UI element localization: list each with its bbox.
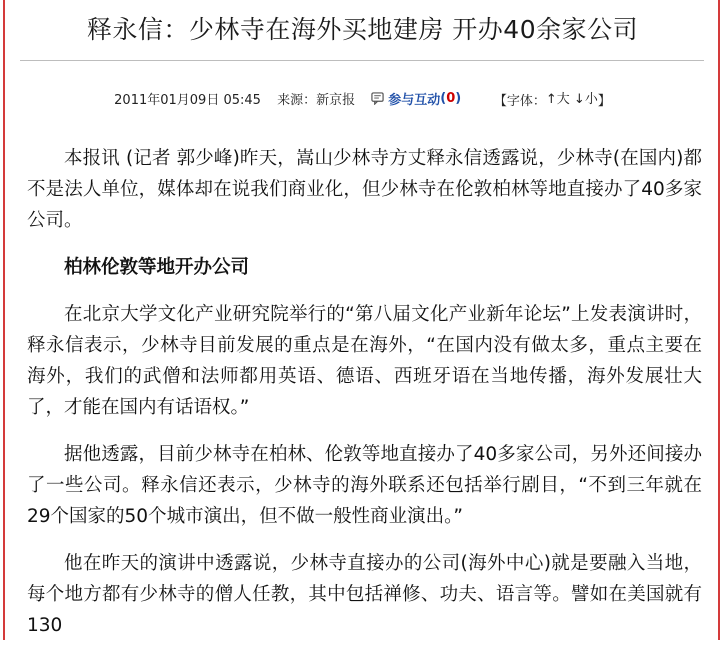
font-smaller-link[interactable]: ↓小: [573, 92, 598, 107]
comment-close-paren: ): [455, 91, 462, 106]
comment-count: 0: [446, 91, 456, 106]
comment-label: 参与互动: [388, 93, 441, 108]
paragraph-companies: 据他透露，目前少林寺在柏林、伦敦等地直接办了40多家公司，另外还间接办了一些公司。释永信还表示，少林寺的海外联系还包括举行剧目，“不到三年就在29个国家的50个城市演出，但不做一般性商业演出。”: [27, 444, 702, 527]
publish-datetime: 2011年01月09日 05:45: [114, 93, 261, 108]
font-size-control: [494, 92, 611, 107]
news-source: 来源：新京报: [277, 93, 356, 108]
article-title: 释永信：少林寺在海外买地建房 开办40余家公司: [86, 15, 639, 44]
font-size-label: 【字体：: [493, 94, 546, 109]
article-meta: [0, 88, 725, 109]
chat-bubble-icon: [371, 92, 384, 105]
font-size-close: 】: [597, 94, 611, 109]
section-heading: 柏林伦敦等地开办公司: [64, 257, 250, 278]
paragraph-speech: 在北京大学文化产业研究院举行的“第八届文化产业新年论坛”上发表演讲时，释永信表示，少林寺目前发展的重点是在海外，“在国内没有做太多，重点主要在海外，我们的武僧和法师都用英语、德语、西班牙语在当地传播，海外发展壮大了，才能在国内有话语权。”: [27, 304, 702, 418]
article-body: [27, 143, 702, 657]
paragraph-lead: 本报讯 (记者 郭少峰)昨天，嵩山少林寺方丈释永信透露说，少林寺(在国内)都不是法人单位，媒体却在说我们商业化，但少林寺在伦敦柏林等地直接办了40多家公司。: [27, 148, 702, 231]
paragraph-overseas-centers: 他在昨天的演讲中透露说，少林寺直接办的公司(海外中心)就是要融入当地，每个地方都有少林寺的僧人任教，其中包括禅修、功夫、语言等。譬如在美国就有130: [27, 553, 702, 636]
font-larger-link[interactable]: ↑大: [545, 92, 570, 107]
title-divider: [20, 60, 704, 61]
comment-open-paren: (: [440, 91, 447, 106]
comment-link[interactable]: [371, 91, 466, 106]
